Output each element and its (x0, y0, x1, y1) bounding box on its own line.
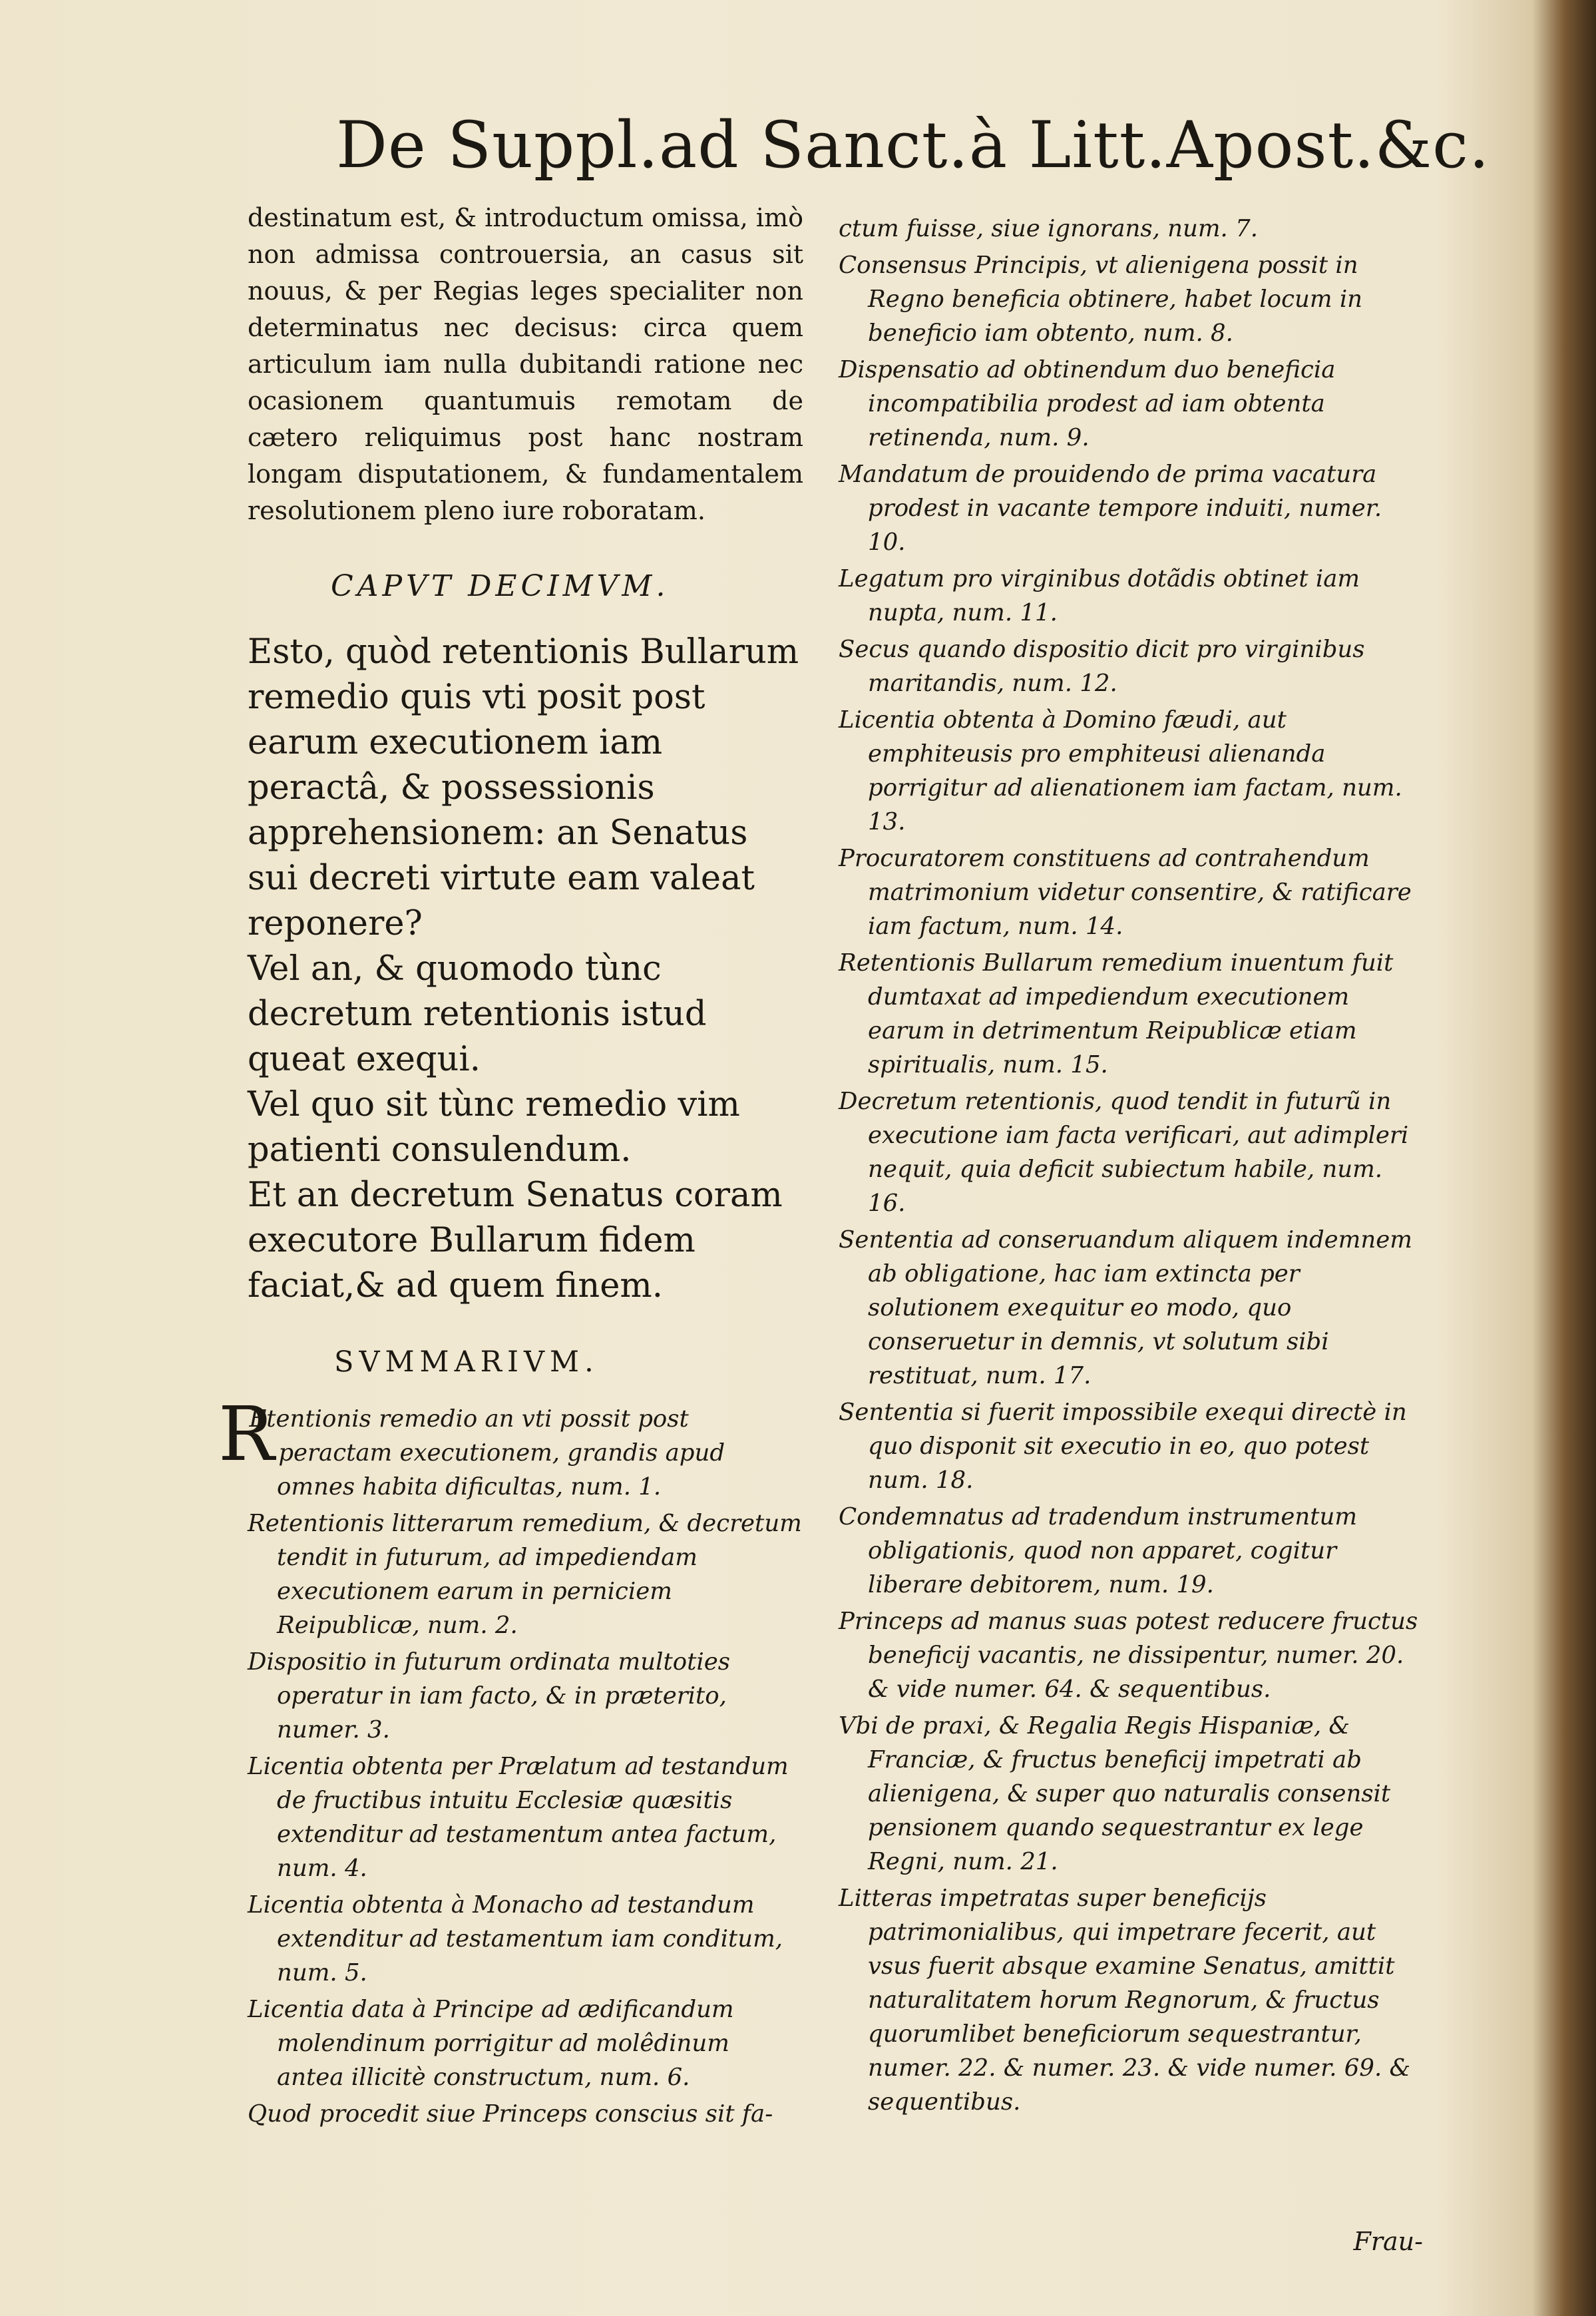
summary-entry-22: Litteras impetratas super beneficijs patrimonialibus, qui impetrare fecerit, aut vsus fuerit absque examine Senatus, amittit naturalitatem horum Regnorum, & fructus quorumlibet beneficiorum sequestrantur, numer. 22. & numer. 23. & vide numer. 69. & sequentibus. (839, 1885, 1411, 2116)
summary-entry-4: Licentia obtenta per Prælatum ad testandum de fructibus intuitu Ecclesiæ quæsitis extenditur ad testamentum antea factum, num. 4. (248, 1753, 789, 1882)
drop-cap: R (218, 1391, 275, 1478)
summary-entry-1 (218, 1391, 803, 1504)
summary-entry-5: Licentia obtenta à Monacho ad testandum extenditur ad testamentum iam conditum, num. 5. (248, 1891, 783, 1986)
question-3: Vel quo sit tùnc remedio vim patienti consulendum. (248, 1085, 740, 1170)
summary-title: SVMMARIVM. (334, 1345, 599, 1379)
summary-entry-7: Quod procedit siue Princeps conscius sit fa- (248, 2100, 773, 2128)
summary-entry-1-text: Etentionis remedio an vti possit post peractam executionem, grandis apud omnes habita dificultas, num. 1. (249, 1405, 725, 1501)
chapter-title: CAPVT DECIMVM. (331, 569, 670, 603)
summary-entry-8: Consensus Principis, vt alienigena possit in Regno beneficia obtinere, habet locum in beneficio iam obtento, num. 8. (839, 252, 1363, 347)
summary-entry-2: Retentionis litterarum remedium, & decretum tendit in futurum, ad impediendam executionem earum in perniciem Reipublicæ, num. 2. (248, 1510, 802, 1639)
left-column (218, 200, 803, 2134)
catchword: Frau- (1353, 2227, 1423, 2256)
summary-entry-7-cont: ctum fuisse, siue ignorans, num. 7. (839, 215, 1258, 242)
summary-entry-17: Sententia ad conseruandum aliquem indemnem ab obligatione, hac iam extincta per solutionem exequitur eo modo, quo conseruetur in demnis, vt solutum sibi restituat, num. 17. (839, 1226, 1412, 1389)
running-head: De Suppl.ad Sanct.à Litt.Apost.&c. (336, 108, 1490, 182)
question-4: Et an decretum Senatus coram executore Bullarum fidem faciat,& ad quem finem. (248, 1176, 783, 1305)
summary-list-right (839, 212, 1424, 2119)
summary-entry-18: Sententia si fuerit impossibile exequi directè in quo disponit sit executio in eo, quo potest num. 18. (839, 1399, 1407, 1494)
summary-entry-12: Secus quando dispositio dicit pro virginibus maritandis, num. 12. (839, 636, 1365, 697)
summary-entry-10: Mandatum de prouidendo de prima vacatura prodest in vacante tempore induiti, numer. 10. (839, 461, 1382, 556)
summary-entry-14: Procuratorem constituens ad contrahendum matrimonium videtur consentire, & ratificare iam factum, num. 14. (839, 845, 1412, 940)
summary-entry-3: Dispositio in futurum ordinata multoties operatur in iam facto, & in præterito, numer. 3. (248, 1648, 730, 1743)
summary-entry-6: Licentia data à Principe ad ædificandum molendinum porrigitur ad molêdinum antea illicitè constructum, num. 6. (248, 1996, 734, 2091)
right-column (839, 212, 1424, 2122)
summary-entry-21: Vbi de praxi, & Regalia Regis Hispaniæ, & Franciæ, & fructus beneficij impetrati ab alienigena, & super quo naturalis consensit pensionem quando sequestrantur ex lege Regni, num. 21. (839, 1712, 1391, 1875)
intro-paragraph: destinatum est, & introductum omissa, imò non admissa controuersia, an casus sit nouus, & per Regias leges specialiter non determinatus nec decisus: circa quem articulum iam nulla dubitandi ratione nec ocasionem quantumuis remotam de cætero reliquimus post hanc nostram longam disputationem, & fundamentalem resolutionem pleno iure roboratam. (248, 203, 803, 525)
summary-entry-16: Decretum retentionis, quod tendit in futurũ in executione iam facta verificari, aut adimpleri nequit, quia deficit subiectum habile, num. 16. (839, 1088, 1409, 1217)
summary-entry-15: Retentionis Bullarum remedium inuentum fuit dumtaxat ad impediendum executionem earum in detrimentum Reipublicæ etiam spiritualis, num. 15. (839, 949, 1394, 1078)
question-2: Vel an, & quomodo tùnc decretum retentionis istud queat exequi. (248, 949, 707, 1079)
summary-entry-19: Condemnatus ad tradendum instrumentum obligationis, quod non apparet, cogitur liberare debitorem, num. 19. (839, 1503, 1358, 1598)
summary-list-left (218, 1391, 803, 2131)
summary-entry-11: Legatum pro virginibus dotãdis obtinet iam nupta, num. 11. (839, 565, 1360, 626)
summary-entry-20: Princeps ad manus suas potest reducere fructus beneficij vacantis, ne dissipentur, numer. 20. & vide numer. 64. & sequentibus. (839, 1608, 1418, 1703)
question-1: Esto, quòd retentionis Bullarum remedio quis vti posit post earum executionem iam peractâ, & possessionis apprehensionem: an Senatus sui decreti virtute eam valeat reponere? (248, 632, 799, 943)
summary-entry-13: Licentia obtenta à Domino fæudi, aut emphiteusis pro emphiteusi alienanda porrigitur ad alienationem iam factam, num. 13. (839, 706, 1402, 835)
summary-entry-9: Dispensatio ad obtinendum duo beneficia incompatibilia prodest ad iam obtenta retinenda, num. 9. (839, 356, 1336, 451)
